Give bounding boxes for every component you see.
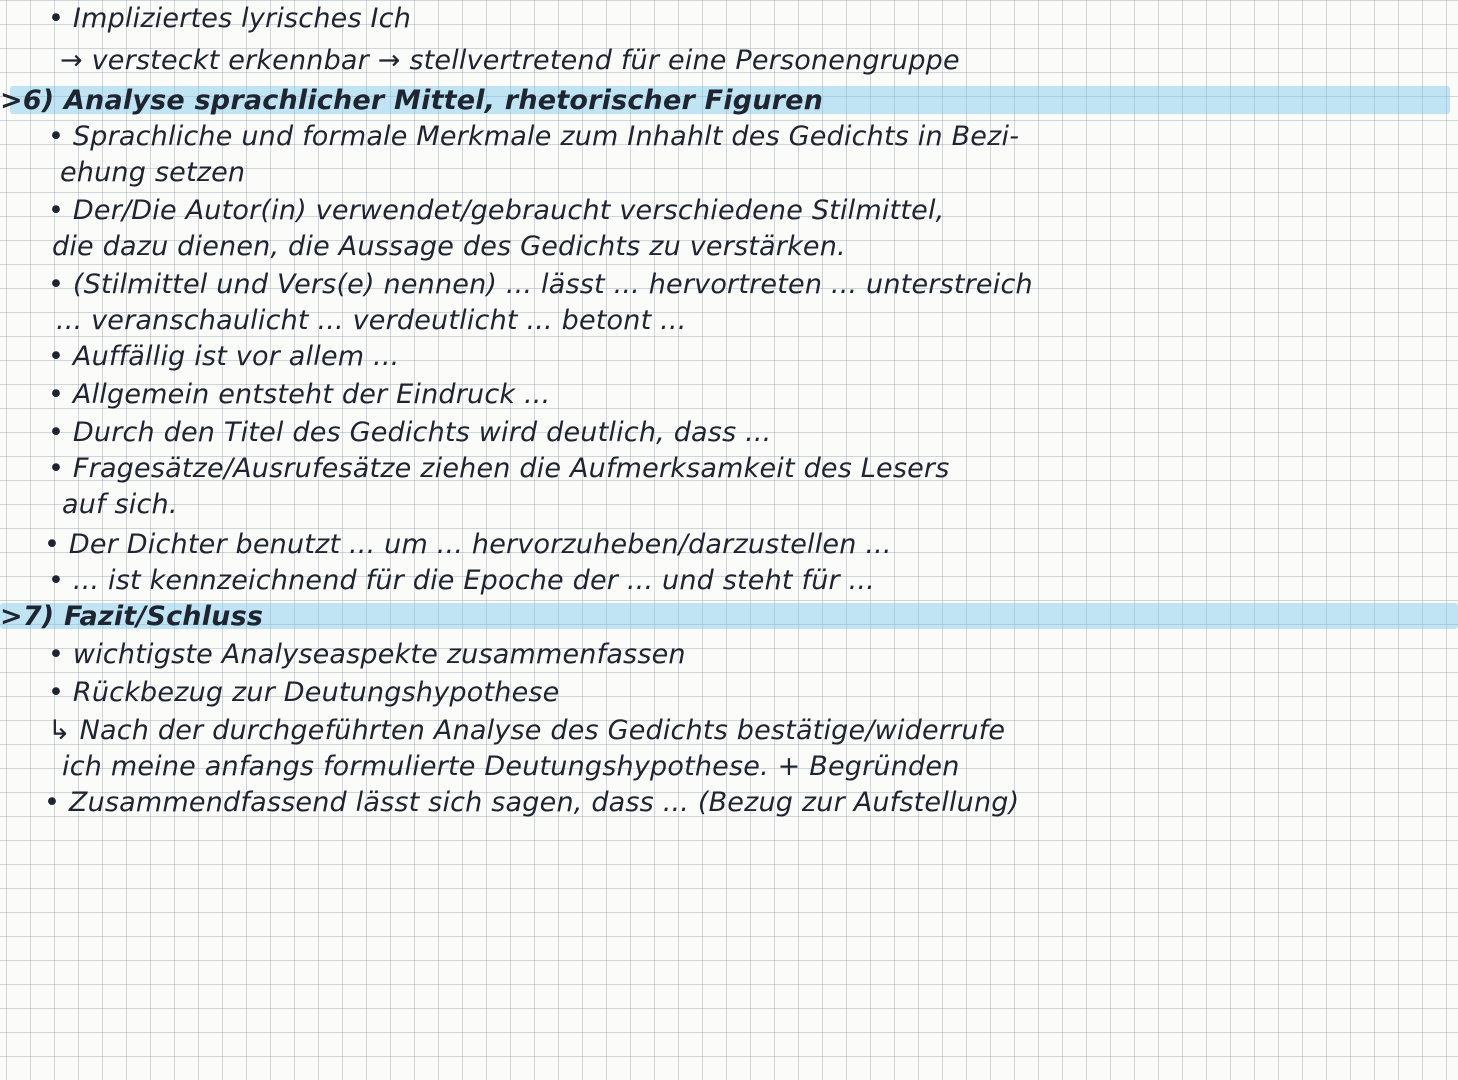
intro-line-1: • Impliziertes lyrisches Ich — [48, 3, 412, 34]
section-6-item-5: ... veranschaulicht ... verdeutlicht ... betont ... — [56, 305, 687, 336]
section-6-item-11: • Der Dichter benutzt ... um ... hervorzuheben/darzustellen ... — [44, 529, 892, 560]
section-6-item-6: • Auffällig ist vor allem ... — [48, 341, 400, 372]
section-7-item-3: ich meine anfangs formulierte Deutungshypothese. + Begründen — [62, 751, 960, 782]
section-7-item-4: • Zusammendfassend lässt sich sagen, dass ... (Bezug zur Aufstellung) — [44, 787, 1020, 818]
section-7-heading: >7) Fazit/Schluss — [0, 601, 264, 632]
section-6-item-3: die dazu dienen, die Aussage des Gedichts zu verstärken. — [52, 231, 846, 262]
section-6-item-2: • Der/Die Autor(in) verwendet/gebraucht verschiedene Stilmittel, — [48, 195, 945, 226]
section-7-item-2: ↳ Nach der durchgeführten Analyse des Gedichts bestätige/widerrufe — [48, 715, 1006, 746]
section-6-item-0: • Sprachliche und formale Merkmale zum Inhahlt des Gedichts in Bezi- — [48, 121, 1020, 152]
section-6-heading: >6) Analyse sprachlicher Mittel, rhetorischer Figuren — [0, 85, 824, 116]
section-6-item-8: • Durch den Titel des Gedichts wird deutlich, dass ... — [48, 417, 772, 448]
section-6-item-4: • (Stilmittel und Vers(e) nennen) ... lässt ... hervortreten ... unterstreich — [48, 269, 1033, 300]
section-7-item-0: • wichtigste Analyseaspekte zusammenfassen — [48, 639, 686, 670]
section-6-item-9: • Fragesätze/Ausrufesätze ziehen die Aufmerksamkeit des Lesers — [48, 453, 950, 484]
section-6-item-1: ehung setzen — [60, 157, 246, 188]
section-6-item-7: • Allgemein entsteht der Eindruck ... — [48, 379, 551, 410]
section-6-item-12: • ... ist kennzeichnend für die Epoche der ... und steht für ... — [48, 565, 875, 596]
intro-line-2: → versteckt erkennbar → stellvertretend für eine Personengruppe — [60, 45, 960, 76]
section-7-item-1: • Rückbezug zur Deutungshypothese — [48, 677, 560, 708]
section-6-item-10: auf sich. — [62, 489, 178, 520]
